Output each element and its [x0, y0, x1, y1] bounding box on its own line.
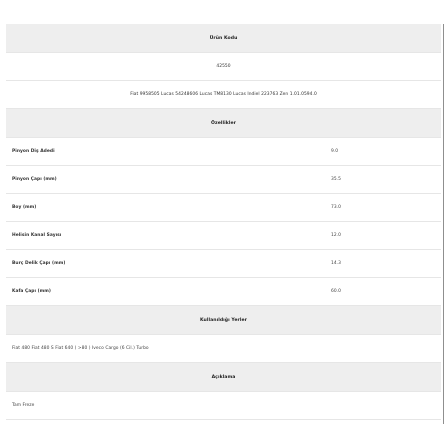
feature-row — [6, 250, 441, 278]
features-header — [6, 109, 441, 138]
feature-value: 73.0 — [331, 205, 341, 210]
description-header — [6, 363, 441, 392]
description-row — [6, 392, 441, 420]
feature-value: 12.0 — [331, 233, 341, 238]
product-code-header — [6, 24, 441, 53]
feature-value: 9.0 — [331, 149, 339, 154]
product-spec-table — [6, 24, 441, 420]
used-vehicles-title: Kullanıldığı Yerler — [200, 317, 247, 323]
feature-label: Kafa Çapı (mm) — [12, 289, 51, 294]
product-references: Fiat 9958505 Lucas 54248606 Lucas TM8130 Lucas Indiel 223763 Zen 1.01.0594.0 — [130, 92, 317, 97]
feature-row — [6, 166, 441, 194]
page-edge-line — [443, 24, 444, 424]
product-references-row — [6, 81, 441, 109]
feature-row — [6, 194, 441, 222]
features-title: Özellikler — [211, 120, 236, 126]
product-code-value: 42550 — [216, 64, 231, 69]
feature-label: Pinyon Diş Adedi — [12, 149, 55, 154]
used-vehicles-text: Fiat 480 Fiat 480 S Fiat 640 ( >80 ) Iveco Cargo (6 Cil.) Turbo — [12, 346, 149, 351]
feature-label: Helisin Kanal Sayısı — [12, 233, 62, 238]
feature-value: 60.0 — [331, 289, 341, 294]
feature-row — [6, 138, 441, 166]
feature-value: 35.5 — [331, 177, 341, 182]
product-code-title: Ürün Kodu — [209, 35, 238, 41]
description-text: Tam Freze — [12, 403, 35, 408]
feature-label: Pinyon Çapı (mm) — [12, 177, 57, 182]
used-vehicles-header — [6, 306, 441, 335]
feature-label: Burç Delik Çapı (mm) — [12, 261, 66, 266]
used-vehicles-row — [6, 335, 441, 363]
feature-row — [6, 278, 441, 306]
description-title: Açıklama — [211, 374, 236, 380]
product-code-row — [6, 53, 441, 81]
feature-row — [6, 222, 441, 250]
feature-value: 14.3 — [331, 261, 341, 266]
feature-label: Boy (mm) — [12, 205, 37, 210]
